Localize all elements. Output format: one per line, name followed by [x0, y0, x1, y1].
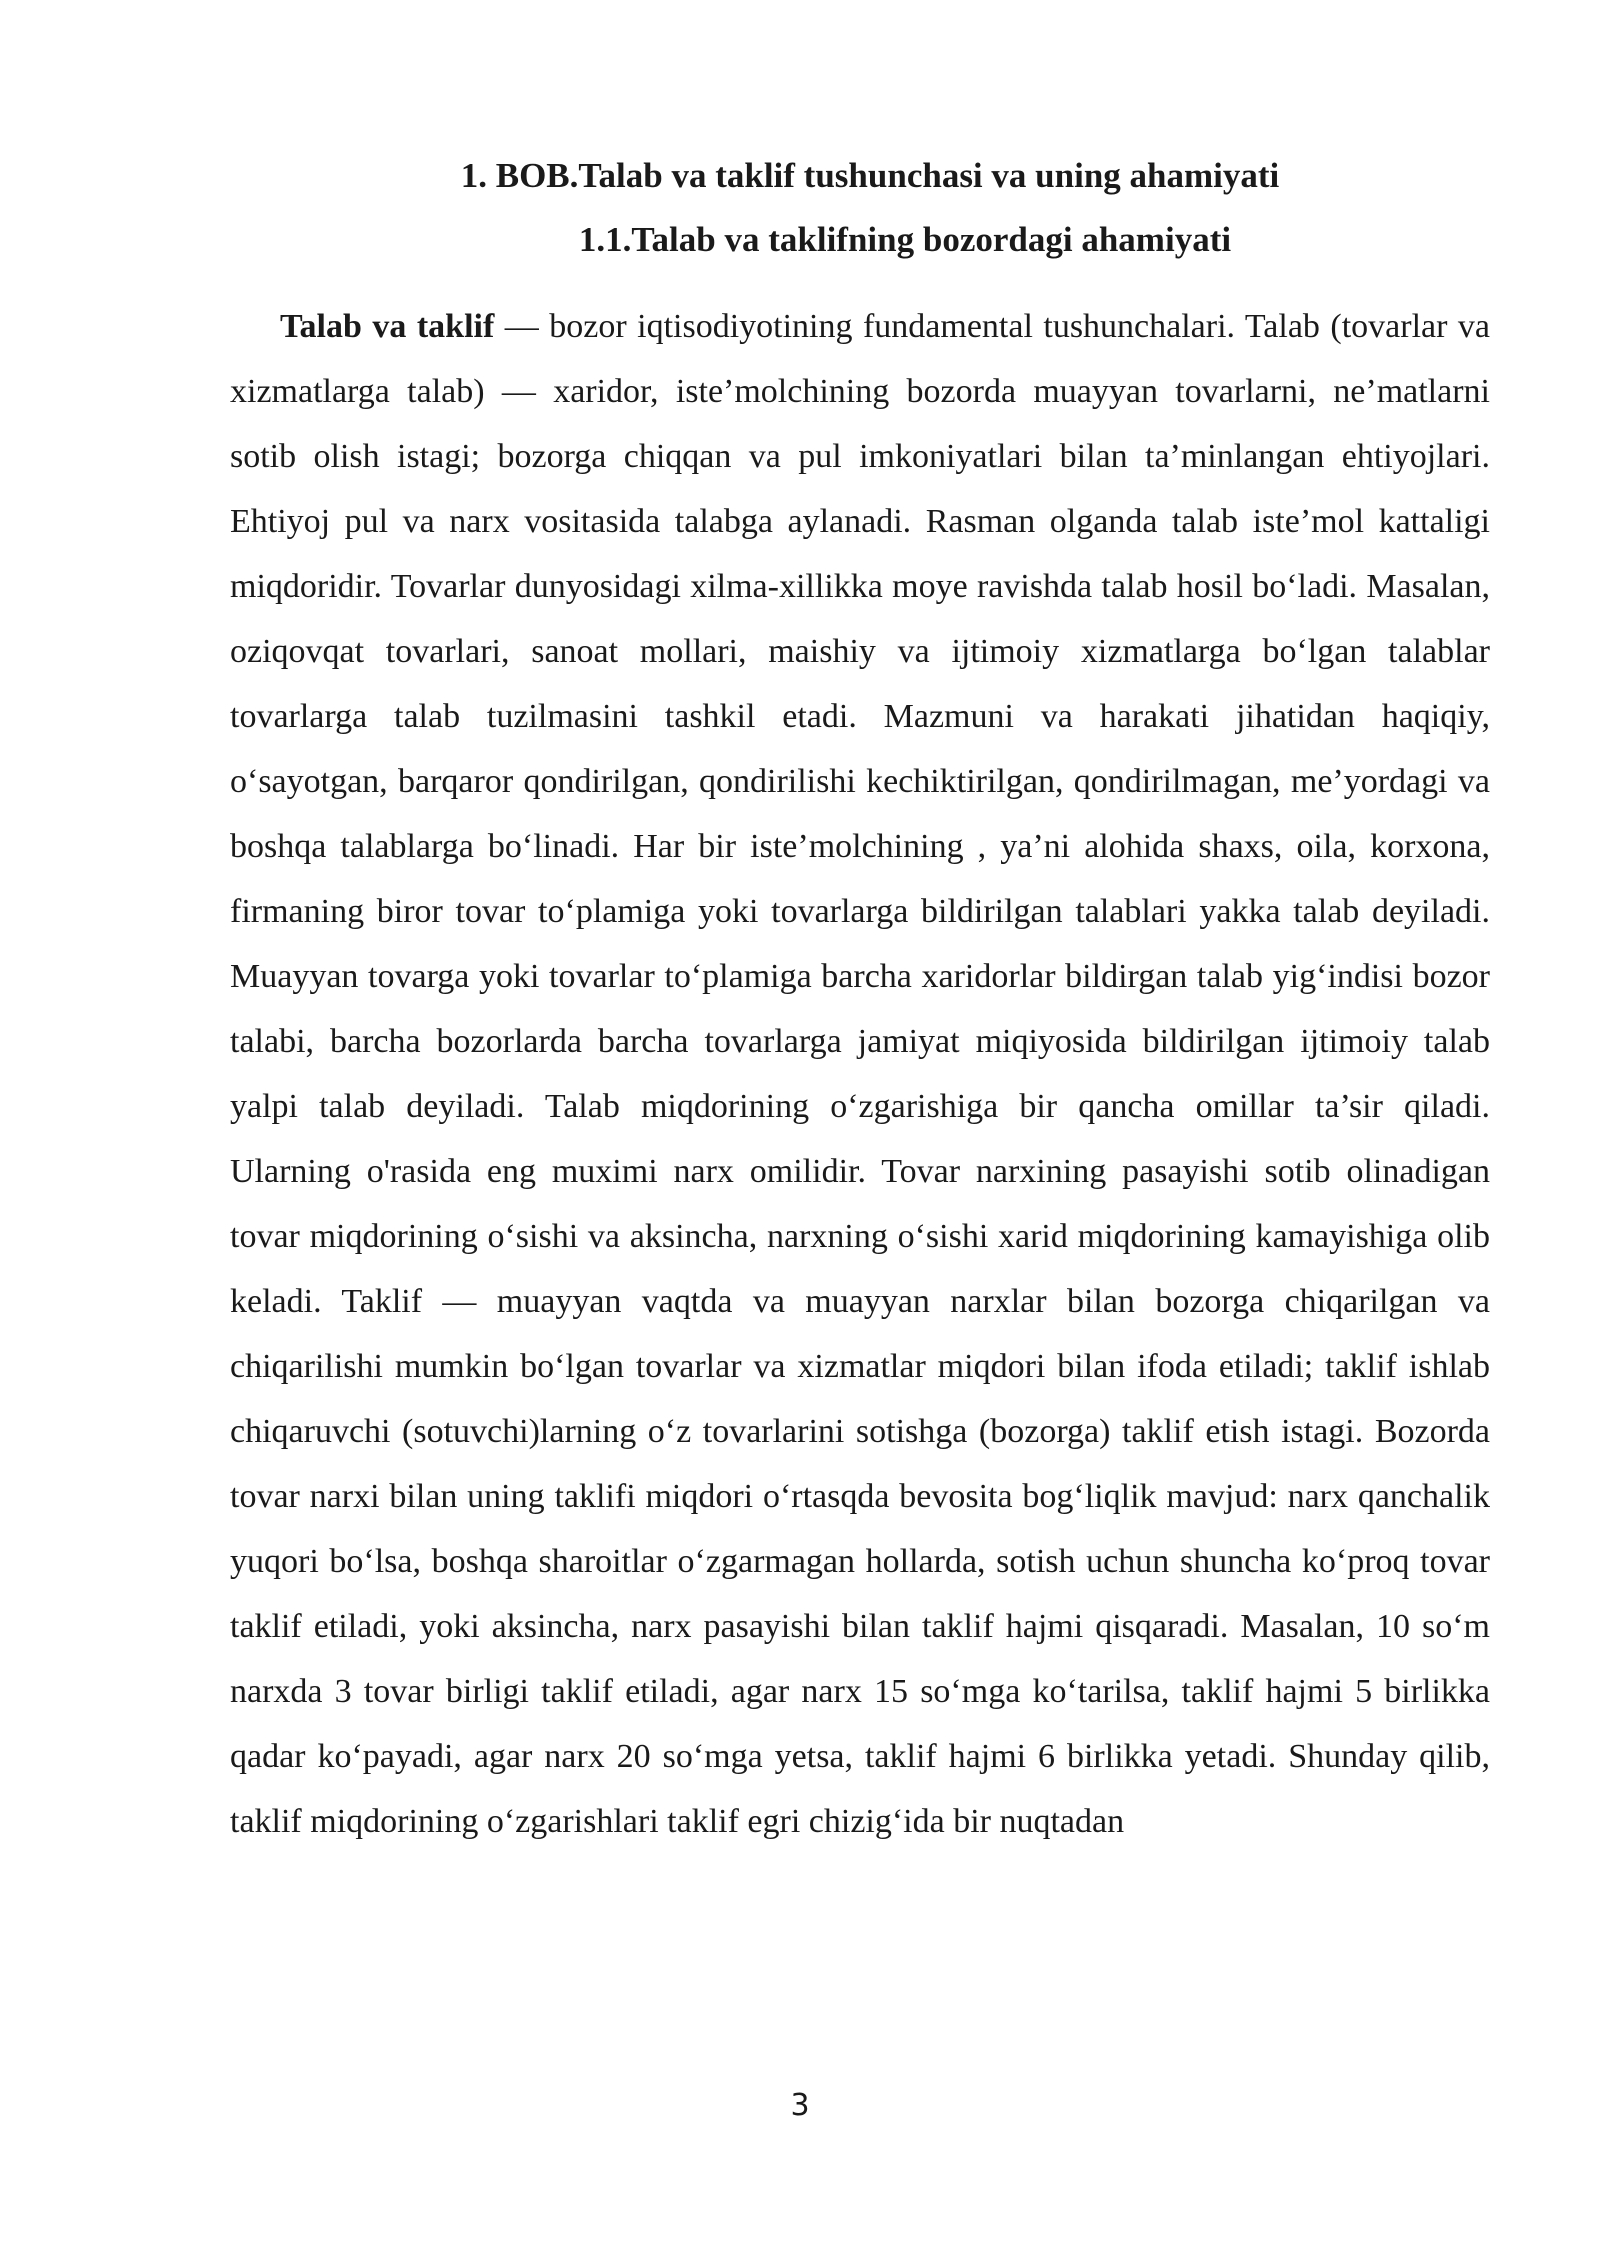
lead-term: Talab va taklif — [280, 308, 495, 345]
body-paragraph — [230, 294, 1490, 1854]
paragraph-text: — bozor iqtisodiyotining fundamental tushunchalari. Talab (tovarlar va xizmatlarga talab) — xaridor, iste’molchining bozorda muayyan tovarlarni, ne’matlarni sotib olish istagi; bozorga chiqqan va pul imkoniyatlari bilan ta’minlangan ehtiyojlari. Ehtiyoj pul va narx vositasida talabga aylanadi. Rasman olganda talab iste’mol kattaligi miqdoridir. Tovarlar dunyosidagi xilma-xillikka moye ravishda talab hosil bo‘ladi. Masalan, oziqovqat tovarlari, sanoat mollari, maishiy va ijtimoiy xizmatlarga bo‘lgan talablar tovarlarga talab tuzilmasini tashkil etadi. Mazmuni va harakati jihatidan haqiqiy, o‘sayotgan, barqaror qondirilgan, qondirilishi kechiktirilgan, qondirilmagan, me’yordagi va boshqa talablarga bo‘linadi. Har bir iste’molchining , ya’ni alohida shaxs, oila, korxona, firmaning biror tovar to‘plamiga yoki tovarlarga bildirilgan talablari yakka talab deyiladi. Muayyan tovarga yoki tovarlar to‘plamiga barcha xaridorlar bildirgan talab yig‘indisi bozor talabi, barcha bozorlarda barcha tovarlarga jamiyat miqiyosida bildirilgan ijtimoiy talab yalpi talab deyiladi. Talab miqdorining o‘zgarishiga bir qancha omillar ta’sir qiladi. Ularning o'rasida eng muximi narx omilidir. Tovar narxining pasayishi sotib olinadigan tovar miqdorining o‘sishi va aksincha, narxning o‘sishi xarid miqdorining kamayishiga olib keladi. Taklif — muayyan vaqtda va muayyan narxlar bilan bozorga chiqarilgan va chiqarilishi mumkin bo‘lgan tovarlar va xizmatlar miqdori bilan ifoda etiladi; taklif ishlab chiqaruvchi (sotuvchi)larning o‘z tovarlarini sotishga (bozorga) taklif etish istagi. Bozorda tovar narxi bilan uning taklifi miqdori o‘rtasqda bevosita bog‘liqlik mavjud: narx qanchalik yuqori bo‘lsa, boshqa sharoitlar o‘zgarmagan hollarda, sotish uchun shuncha ko‘proq tovar taklif etiladi, yoki aksincha, narx pasayishi bilan taklif hajmi qisqaradi. Masalan, 10 so‘m narxda 3 tovar birligi taklif etiladi, agar narx 15 so‘mga ko‘tarilsa, taklif hajmi 5 birlikka qadar ko‘payadi, agar narx 20 so‘mga yetsa, taklif hajmi 6 birlikka yetadi. Shunday qilib, taklif miqdorining o‘zgarishlari taklif egri chizig‘ida bir nuqtadan — [230, 308, 1490, 1840]
section-title: 1.1.Talab va taklifning bozordagi ahamiyati — [578, 220, 1232, 259]
page-number: 3 — [790, 2088, 810, 2123]
chapter-title: 1. BOB.Talab va taklif tushunchasi va uning ahamiyati — [460, 156, 1280, 195]
